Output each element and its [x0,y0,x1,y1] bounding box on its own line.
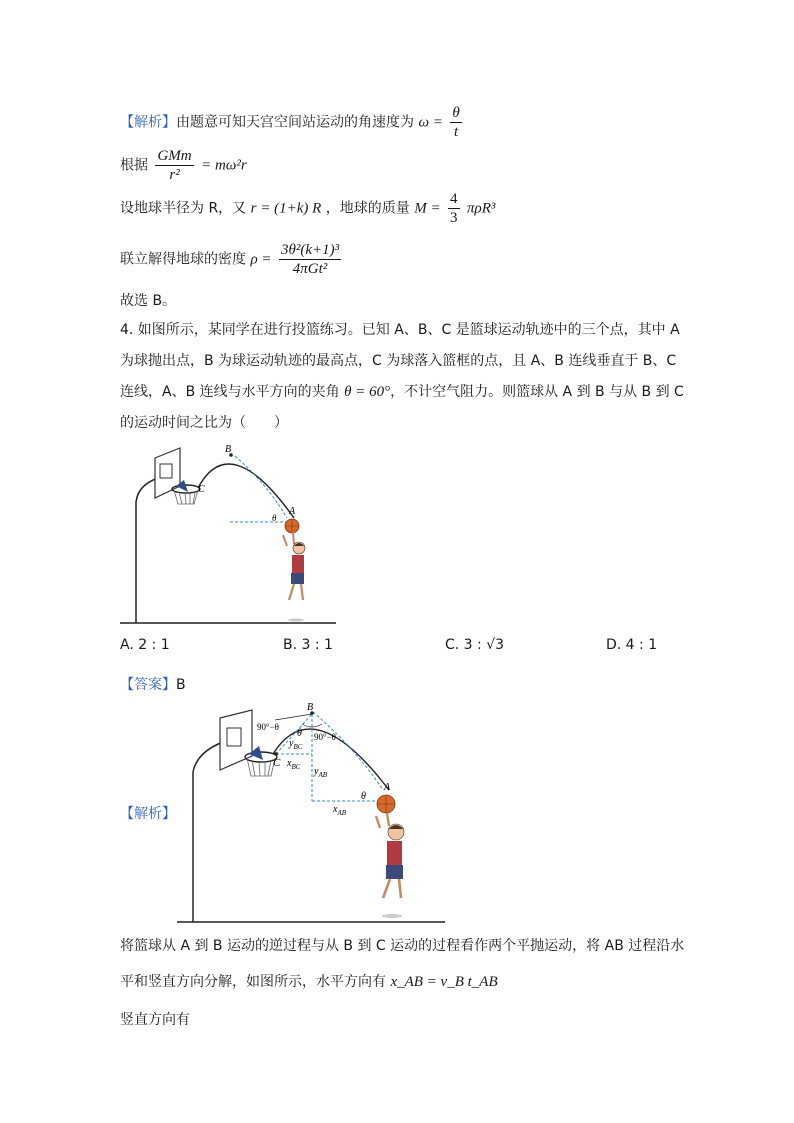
question4-line3 [120,382,684,402]
option-b[interactable]: B. 3 : 1 [283,637,333,653]
label-y-bc: $y_{BC}$ [289,738,303,751]
solution2-tag-line [120,804,176,824]
question-figure [118,440,348,630]
shorts [386,865,403,879]
answer-line [120,675,186,695]
label-x-ab: $x_{AB}$ [333,804,347,817]
text: 由题意可知天宫空间站运动的角速度为 [176,114,414,131]
label-theta-b: θ [297,728,302,739]
option-d[interactable]: D. 4 : 1 [606,637,658,653]
hoop-pole [136,478,158,623]
option-a[interactable]: A. 2 : 1 [120,637,170,653]
formula-radius: r = (1+k) R [250,200,322,217]
label-theta-a: θ [361,791,366,802]
text: ，地球的质量 [325,200,410,217]
question4-line1: 4. 如图所示，某同学在进行投篮练习。已知 A、B、C 是篮球运动轨迹中的三个点，其中 A [120,322,680,338]
label-y-ab: $y_{AB}$ [314,766,328,779]
label-x-bc: $x_{BC}$ [287,758,301,771]
analysis-tag: 【解析】 [120,806,176,822]
answer-value: B [176,677,186,693]
raised-arms [283,532,294,546]
label-theta: θ [272,513,277,523]
fraction-4-3: $\frac{4}{3}$ [450,191,458,226]
text: ，不计空气阻力。则篮球从 A 到 B 与从 B 到 C [390,384,684,400]
solution2-line3: 竖直方向有 [120,1012,190,1028]
text: 平和竖直方向分解，如图所示，水平方向有 [120,974,386,990]
fraction-density: $\frac{\text{3θ²(k+1)³}}{\text{4πGt²}}$ [280,242,340,277]
solution1-line4 [120,241,344,278]
trajectory-solid [198,464,294,518]
formula-x-ab: x_AB = v_B t_AB [390,974,498,990]
raised-arms [376,813,389,828]
hoop-pole [193,742,223,922]
label-b: B [225,444,232,455]
text: 根据 [120,157,148,174]
legs [383,879,401,898]
question4-line4: 的运动时间之比为（ ） [120,415,288,431]
formula-mass-rhs: πρR³ [466,200,496,217]
jersey [292,555,304,573]
solution-figure [175,700,450,928]
label-c: C [273,757,281,769]
fraction-gmm-over-r2: $\frac{\text{GMm}}{\text{r²}}$ [157,148,192,183]
shadow [382,914,402,918]
label-a: A [384,782,391,793]
solution2-line1: 将篮球从 A 到 B 运动的逆过程与从 B 到 C 运动的过程看作两个平抛运动，将 AB 过程沿水 [120,938,685,954]
label-angle-1: 90°−θ [257,722,279,732]
text: 连线，A、B 连线与水平方向的夹角 [120,384,340,400]
legs [289,584,303,600]
fraction-theta-over-t: $\frac{\theta}{t}$ [452,105,460,140]
label-c: C [198,484,205,495]
formula-omega: ω = [418,114,443,131]
line-ab [235,456,287,518]
point-c [274,752,278,756]
tangent-line [275,714,312,720]
formula-rhs: = mω²r [201,157,247,174]
solution1-line2 [120,147,247,184]
solution1-conclusion: 故选 B。 [120,293,177,309]
shorts [291,573,304,584]
formula-theta: θ = 60° [344,384,391,400]
solution1-line3 [120,190,495,227]
formula-rho: ρ = [250,251,272,268]
solution2-line2 [120,972,498,992]
text: 联立解得地球的密度 [120,251,246,268]
label-a: A [289,506,296,517]
backboard [155,448,180,498]
jersey [387,841,402,865]
backboard [220,710,252,770]
formula-mass-lhs: M = [414,200,441,217]
text: 设地球半径为 R，又 [120,200,247,217]
option-c[interactable]: C. 3 : √3 [445,637,505,653]
label-angle-2: 90°−θ [314,732,336,742]
answer-tag: 【答案】 [120,677,176,693]
label-b: B [307,702,314,713]
solution1-line1 [120,104,465,141]
question4-line2: 为球抛出点，B 为球运动轨迹的最高点，C 为球落入篮框的点，且 A、B 连线垂直于 B、C [120,353,677,369]
analysis-tag: 【解析】 [120,114,176,131]
shadow [288,619,304,622]
